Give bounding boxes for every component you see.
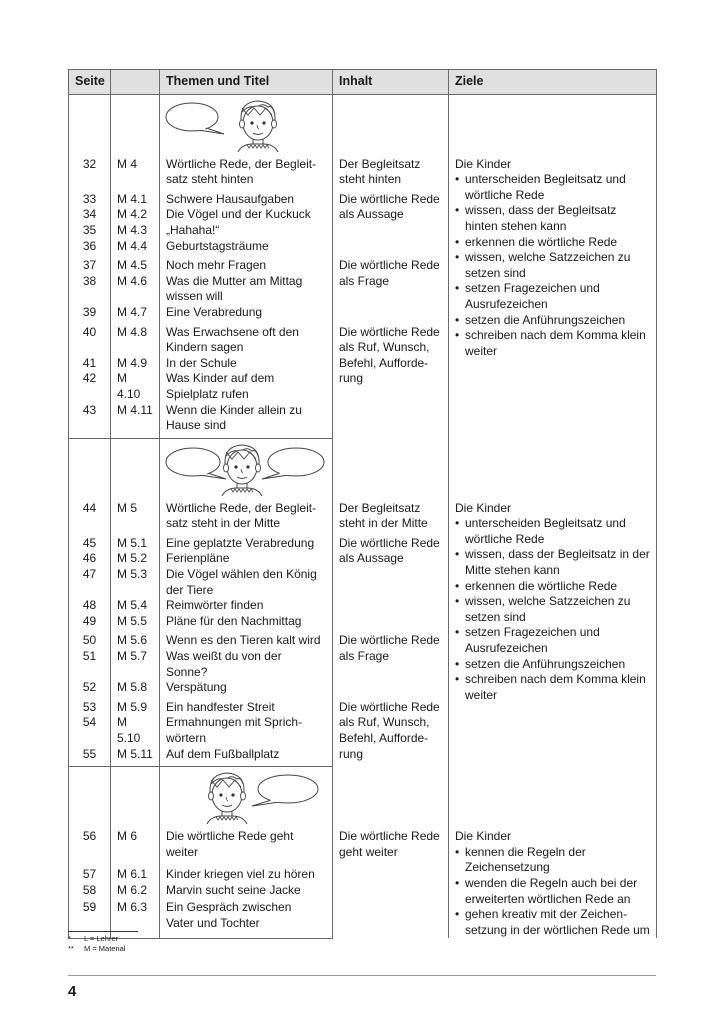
header-row (69, 70, 657, 95)
ziel-item (455, 672, 650, 703)
seite-cell: 34 (69, 207, 111, 223)
seite-cell: 32 (69, 157, 111, 188)
ziel-text: wissen, dass der Begleitsatz in der Mitte stehen kann (465, 547, 650, 578)
bullet-icon: • (455, 172, 460, 187)
ziele-list (455, 516, 650, 703)
inhalt-cell (333, 157, 449, 439)
seite-cell: 49 (69, 614, 111, 630)
seite-cell: 39 (69, 305, 111, 321)
boy-face-icon (222, 445, 262, 496)
seite-cell: 56 (69, 829, 111, 862)
ziel-item (455, 907, 650, 938)
ziele-cell (449, 829, 657, 938)
ziel-text: setzen die Anführungszeichen (465, 312, 626, 327)
bullet-icon: • (455, 625, 460, 640)
titel-cell: Marvin sucht seine Jacke (160, 883, 333, 900)
material-cell: M 4.6 (111, 274, 160, 305)
bullet-icon: • (455, 875, 460, 890)
seite-cell: 43 (69, 403, 111, 439)
material-cell: M 6.2 (111, 883, 160, 900)
header-material (111, 70, 160, 95)
ziel-text: gehen kreativ mit der Zeichen-setzung in der wörtlichen Rede um (465, 907, 650, 937)
ziel-text: wissen, welche Satzzeichen zu setzen sind (465, 250, 631, 280)
material-cell: M 5.6 (111, 629, 160, 649)
ziel-item (455, 172, 650, 203)
bullet-icon: • (455, 547, 460, 562)
seite-cell: 59 (69, 900, 111, 938)
inhalt-block: Die wörtliche Rede als Frage (339, 633, 440, 664)
bullet-icon: • (455, 328, 460, 343)
header-themen: Themen und Titel (160, 70, 333, 95)
table-row (69, 501, 657, 532)
footnote-lehrer (68, 934, 138, 944)
ziel-item (455, 625, 650, 656)
titel-cell: Auf dem Fußballplatz (160, 747, 333, 767)
seite-cell: 52 (69, 680, 111, 696)
titel-cell: Die Vögel und der Kuckuck (160, 207, 333, 223)
seite-cell: 55 (69, 747, 111, 767)
inhalt-block: Die wörtliche Rede als Aussage (339, 535, 440, 566)
seite-cell: 36 (69, 239, 111, 255)
footnote-mark: ** (68, 944, 74, 953)
ziel-item (455, 313, 650, 329)
material-cell: M 5 (111, 501, 160, 532)
titel-cell: Ein Gespräch zwischen Vater und Tochter (160, 900, 333, 938)
titel-cell: Was die Mutter am Mittag wissen will (160, 274, 333, 305)
material-cell: M 4.9 (111, 356, 160, 372)
ziel-item (455, 250, 650, 281)
seite-cell: 45 (69, 532, 111, 552)
titel-cell: Was Kinder auf dem Spielplatz rufen (160, 371, 333, 402)
seite-cell: 35 (69, 223, 111, 239)
illustration-row (69, 767, 657, 824)
material-cell: M 4.5 (111, 254, 160, 274)
bullet-icon: • (455, 281, 460, 296)
ziel-text: unterscheiden Begleitsatz und wörtliche Rede (465, 172, 626, 202)
material-cell: M 5.3 (111, 567, 160, 598)
ziel-text: setzen die Anführungszeichen (465, 656, 626, 671)
material-cell: M 5.11 (111, 747, 160, 767)
material-cell: M 5.4 (111, 598, 160, 614)
titel-cell: Die wörtliche Rede geht weiter (160, 829, 333, 862)
titel-cell: Pläne für den Nachmittag (160, 614, 333, 630)
seite-cell: 50 (69, 629, 111, 649)
seite-cell: 41 (69, 356, 111, 372)
ziel-item (455, 657, 650, 673)
bottom-rule (68, 975, 656, 976)
seite-cell: 47 (69, 567, 111, 598)
seite-cell: 53 (69, 696, 111, 716)
footnote-text: M = Material (84, 944, 126, 953)
material-cell: M 4.4 (111, 239, 160, 255)
seite-cell: 57 (69, 863, 111, 884)
material-cell: M 5.2 (111, 551, 160, 567)
material-cell: M 4 (111, 157, 160, 188)
illustration-row (69, 438, 657, 495)
bullet-icon: • (455, 234, 460, 249)
titel-cell: Eine geplatzte Verabredung (160, 532, 333, 552)
titel-cell: Ein handfester Streit (160, 696, 333, 716)
titel-cell: Reimwörter finden (160, 598, 333, 614)
ziel-item (455, 547, 650, 578)
material-cell: M 4.3 (111, 223, 160, 239)
material-cell: M 5.10 (111, 715, 160, 746)
seite-cell: 46 (69, 551, 111, 567)
material-cell: M 4.7 (111, 305, 160, 321)
material-cell: M 4.10 (111, 371, 160, 402)
titel-cell: Schwere Hausaufgaben (160, 188, 333, 208)
titel-cell: Eine Verabredung (160, 305, 333, 321)
ziel-text: setzen Fragezeichen und Ausrufezeichen (465, 281, 600, 311)
material-cell: M 5.5 (111, 614, 160, 630)
header-inhalt: Inhalt (333, 70, 449, 95)
ziel-item (455, 516, 650, 547)
ziel-text: kennen die Regeln der Zeichensetzung (465, 844, 586, 875)
titel-cell: Wenn die Kinder allein zu Hause sind (160, 403, 333, 439)
bullet-icon: • (455, 578, 460, 593)
ziel-item (455, 203, 650, 234)
bullet-icon: • (455, 516, 460, 531)
ziele-intro: Die Kinder (455, 156, 512, 171)
ziel-item (455, 845, 650, 876)
ziel-text: erkennen die wörtliche Rede (465, 234, 618, 249)
material-cell: M 6 (111, 829, 160, 862)
boy-face-icon (238, 101, 278, 152)
ziel-item (455, 594, 650, 625)
inhalt-cell (333, 829, 449, 938)
ziele-cell (449, 157, 657, 439)
titel-cell: Wörtliche Rede, der Begleit- satz steht hinten (160, 157, 333, 188)
titel-cell: Geburtstagsträume (160, 239, 333, 255)
ziel-item (455, 579, 650, 595)
table-row (69, 157, 657, 188)
table-row (69, 829, 657, 862)
titel-cell: Noch mehr Fragen (160, 254, 333, 274)
inhalt-block: Der Begleitsatz steht hinten (339, 156, 421, 187)
titel-cell: Verspätung (160, 680, 333, 696)
titel-cell: Was weißt du von der Sonne? (160, 649, 333, 680)
footnote-mark: * (68, 934, 71, 943)
seite-cell: 42 (69, 371, 111, 402)
ziel-text: unterscheiden Begleitsatz und wörtliche Rede (465, 516, 626, 546)
seite-cell: 33 (69, 188, 111, 208)
seite-cell: 58 (69, 883, 111, 900)
seite-cell: 48 (69, 598, 111, 614)
bullet-icon: • (455, 203, 460, 218)
header-ziele: Ziele (449, 70, 657, 95)
inhalt-cell (333, 501, 449, 767)
inhalt-block: Die wörtliche Rede geht weiter (339, 829, 440, 859)
overview-table (68, 69, 657, 939)
seite-cell: 40 (69, 321, 111, 356)
ziel-text: setzen Fragezeichen und Ausrufezeichen (465, 625, 600, 656)
footnotes (68, 931, 138, 954)
ziele-intro: Die Kinder (455, 500, 512, 515)
inhalt-block: Die wörtliche Rede als Aussage (339, 191, 440, 222)
ziel-text: wissen, welche Satzzeichen zu setzen sind (465, 594, 631, 624)
illustration-row (69, 94, 657, 151)
titel-cell: Wörtliche Rede, der Begleit- satz steht in der Mitte (160, 501, 333, 532)
header-seite: Seite (69, 70, 111, 95)
speech-illustration (160, 95, 332, 151)
bullet-icon: • (455, 672, 460, 687)
bullet-icon: • (455, 907, 460, 922)
ziel-item (455, 876, 650, 907)
seite-cell: 44 (69, 501, 111, 532)
titel-cell: Die Vögel wählen den König der Tiere (160, 567, 333, 598)
ziel-text: erkennen die wörtliche Rede (465, 578, 618, 593)
bullet-icon: • (455, 594, 460, 609)
ziele-intro: Die Kinder (455, 829, 512, 844)
bullet-icon: • (455, 312, 460, 327)
seite-cell: 51 (69, 649, 111, 680)
material-cell: M 4.11 (111, 403, 160, 439)
seite-cell: 38 (69, 274, 111, 305)
page-number: 4 (68, 983, 77, 1000)
material-cell: M 5.1 (111, 532, 160, 552)
titel-cell: Wenn es den Tieren kalt wird (160, 629, 333, 649)
titel-cell: Kinder kriegen viel zu hören (160, 863, 333, 884)
footnote-material (68, 944, 138, 954)
material-cell: M 6.3 (111, 900, 160, 938)
bullet-icon: • (455, 656, 460, 671)
ziel-text: wissen, dass der Begleitsatz hinten stehen kann (465, 203, 617, 233)
ziele-list (455, 845, 650, 939)
material-cell: M 5.8 (111, 680, 160, 696)
titel-cell: In der Schule (160, 356, 333, 372)
seite-cell: 37 (69, 254, 111, 274)
material-cell: M 5.7 (111, 649, 160, 680)
speech-illustration (160, 767, 332, 823)
inhalt-block: Die wörtliche Rede als Ruf, Wunsch, Befehl, Aufforde- rung (339, 699, 440, 761)
ziel-text: wenden die Regeln auch bei der erweiterten wörtlichen Rede an (465, 875, 638, 906)
ziele-list (455, 172, 650, 359)
material-cell: M 4.8 (111, 321, 160, 356)
inhalt-block: Die wörtliche Rede als Ruf, Wunsch, Befehl, Aufforde- rung (339, 324, 440, 386)
inhalt-block: Der Begleitsatz steht in der Mitte (339, 500, 428, 531)
titel-cell: „Hahaha!“ (160, 223, 333, 239)
seite-cell: 54 (69, 715, 111, 746)
bullet-icon: • (455, 250, 460, 265)
titel-cell: Was Erwachsene oft den Kindern sagen (160, 321, 333, 356)
ziel-item (455, 281, 650, 312)
ziel-item (455, 235, 650, 251)
footnote-text: L = Lehrer (84, 934, 119, 943)
material-cell: M 4.2 (111, 207, 160, 223)
inhalt-block: Die wörtliche Rede als Frage (339, 258, 440, 288)
footnote-rule (68, 931, 138, 932)
ziele-cell (449, 501, 657, 767)
material-cell: M 5.9 (111, 696, 160, 716)
speech-illustration (160, 439, 332, 495)
material-cell: M 4.1 (111, 188, 160, 208)
material-cell: M 6.1 (111, 863, 160, 884)
ziel-item (455, 328, 650, 359)
titel-cell: Ermahnungen mit Sprich- wörtern (160, 715, 333, 746)
titel-cell: Ferienpläne (160, 551, 333, 567)
ziel-text: schreiben nach dem Komma klein weiter (465, 328, 646, 358)
bullet-icon: • (455, 844, 460, 859)
ziel-text: schreiben nach dem Komma klein weiter (465, 672, 646, 702)
boy-face-icon (207, 773, 247, 824)
